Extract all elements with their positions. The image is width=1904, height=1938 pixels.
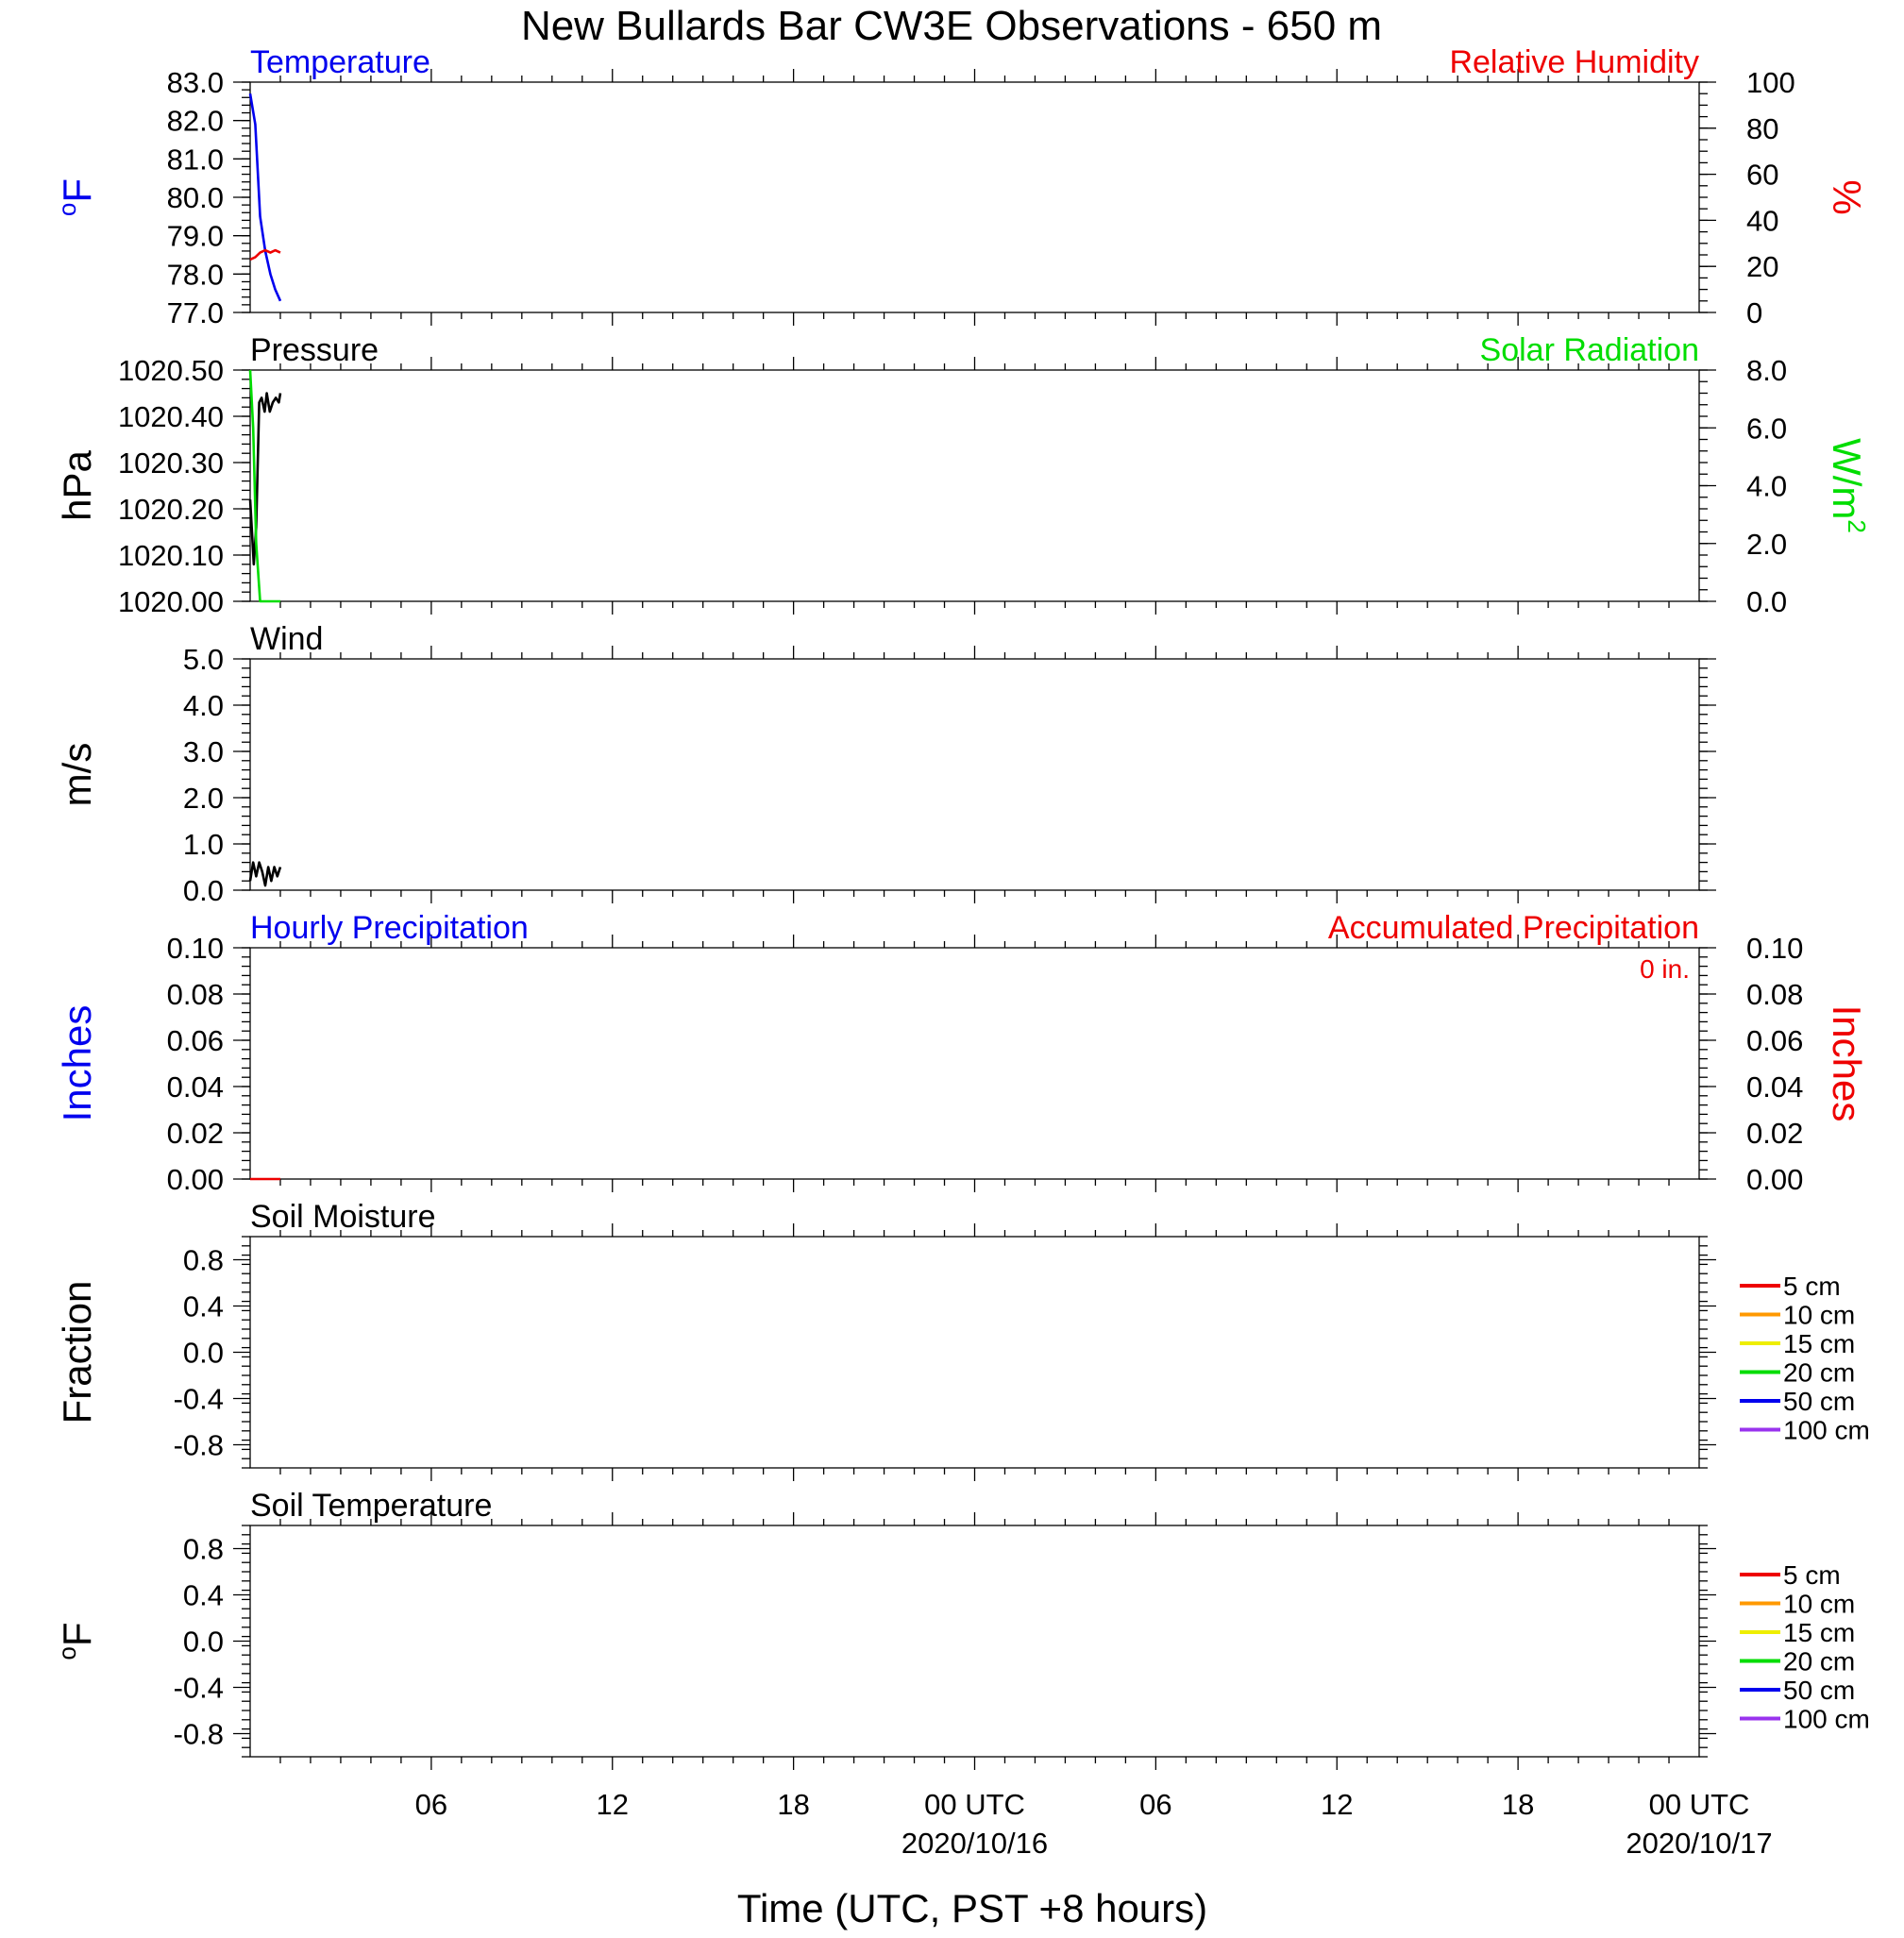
precip-right-tick-label: 0.10 [1746,932,1804,965]
temp-right-tick-label: 100 [1746,66,1795,99]
soilm-legend-label: 10 cm [1783,1300,1856,1330]
precip-right-tick-label: 0.00 [1746,1163,1804,1196]
soilm-left-tick-label: -0.8 [173,1428,224,1462]
pres-left-tick-label: 1020.20 [117,493,224,526]
soilm-left-tick-label: 0.8 [182,1243,224,1277]
pres-left-unit: hPa [55,450,99,521]
precip-plot-frame [250,948,1699,1179]
panel-precip [167,910,1804,1196]
soilm-legend-label: 15 cm [1783,1329,1856,1358]
panel-soilm [174,1199,1870,1481]
pres-right-tick-label: 0.0 [1746,585,1788,618]
figure-title: New Bullards Bar CW3E Observations - 650 m [520,3,1383,49]
precip-right-title: Accumulated Precipitation [1327,910,1699,946]
soilm-left-tick-label: 0.4 [182,1289,224,1323]
wind-left-tick-label: 5.0 [182,643,224,676]
soilm-left-tick-label: -0.4 [173,1382,224,1416]
temp-right-tick-label: 0 [1746,296,1763,329]
panel-wind [183,621,1716,907]
temp-right-tick-label: 40 [1746,204,1779,238]
pres-plot-frame [250,370,1699,601]
pres-right-tick-label: 8.0 [1746,354,1788,387]
x-tick-label: 06 [1139,1788,1172,1821]
precip-left-title: Hourly Precipitation [250,910,529,946]
soilt-legend-label: 100 cm [1783,1704,1870,1734]
precip-right-tick-label: 0.06 [1746,1024,1804,1057]
temp-right-title: Relative Humidity [1449,44,1699,80]
precip-left-unit: Inches [55,1004,99,1122]
wind-plot-frame [250,659,1699,890]
temperature-line [250,93,280,301]
pres-right-title: Solar Radiation [1479,332,1699,368]
soilm-left-unit: Fraction [55,1280,99,1424]
wind-left-title: Wind [250,621,324,657]
pres-left-tick-label: 1020.50 [117,354,224,387]
soilt-left-tick-label: -0.4 [173,1671,224,1705]
x-tick-label: 12 [596,1788,629,1821]
x-tick-label: 06 [414,1788,448,1821]
pres-right-tick-label: 6.0 [1746,412,1788,446]
soilt-left-tick-label: 0.0 [182,1625,224,1659]
soilt-legend-label: 20 cm [1783,1646,1856,1677]
precip-left-tick-label: 0.06 [166,1024,224,1057]
temp-left-tick-label: 80.0 [166,181,224,214]
soilt-plot-frame [250,1525,1699,1757]
temp-left-tick-label: 83.0 [166,66,224,99]
soilt-legend-label: 10 cm [1783,1589,1856,1619]
soilt-legend-label: 5 cm [1783,1560,1841,1590]
precip-right-tick-label: 0.08 [1746,978,1804,1011]
precip-left-tick-label: 0.10 [166,932,224,965]
pres-left-tick-label: 1020.00 [117,585,224,618]
pres-left-tick-label: 1020.10 [117,539,224,572]
soilm-legend-label: 50 cm [1783,1387,1856,1416]
temp-right-unit: % [1825,179,1869,215]
temp-left-title: Temperature [250,44,430,80]
wind-left-tick-label: 4.0 [182,689,224,722]
temp-plot-frame [250,82,1699,312]
soilm-legend-label: 100 cm [1783,1415,1870,1445]
pres-left-tick-label: 1020.40 [117,400,224,433]
precip-right-unit: Inches [1825,1004,1869,1122]
wind-left-tick-label: 2.0 [182,782,224,815]
soilt-left-tick-label: -0.8 [173,1717,224,1751]
wind-left-tick-label: 3.0 [182,735,224,768]
soilt-legend-label: 50 cm [1783,1676,1856,1705]
soilm-legend-label: 5 cm [1783,1272,1841,1301]
wind-line [250,863,280,886]
x-tick-label: 18 [1501,1788,1535,1821]
x-tick-date-label: 2020/10/16 [901,1827,1049,1860]
accumulated-precipitation-total: 0 in. [1640,954,1690,984]
soilm-legend-label: 20 cm [1783,1357,1856,1388]
temp-right-tick-label: 60 [1746,158,1779,192]
x-tick-label: 18 [777,1788,810,1821]
soilt-left-title: Soil Temperature [250,1488,493,1524]
temp-left-unit: $^o$F [53,177,99,217]
precip-left-tick-label: 0.08 [166,978,224,1011]
x-tick-label: 12 [1321,1788,1354,1821]
temp-right-tick-label: 20 [1746,250,1779,284]
pres-left-title: Pressure [250,332,379,368]
soilt-left-tick-label: 0.8 [182,1532,224,1566]
soilm-left-title: Soil Moisture [250,1199,436,1235]
precip-left-tick-label: 0.04 [166,1070,224,1104]
soilm-plot-frame [250,1237,1699,1468]
temp-right-tick-label: 80 [1746,111,1779,145]
precip-left-tick-label: 0.02 [166,1117,224,1150]
pres-left-tick-label: 1020.30 [117,447,224,480]
temp-left-tick-label: 78.0 [166,258,224,292]
temp-left-tick-label: 79.0 [166,219,224,253]
pres-right-tick-label: 2.0 [1746,527,1788,561]
soilt-left-tick-label: 0.4 [182,1578,224,1612]
temp-left-tick-label: 82.0 [166,104,224,138]
panel-soilt [174,1488,1870,1770]
panel-temp [167,44,1795,329]
precip-right-tick-label: 0.04 [1746,1070,1804,1104]
x-tick-date-label: 2020/10/17 [1626,1827,1773,1860]
wind-left-unit: m/s [55,742,99,807]
wind-left-tick-label: 0.0 [182,874,224,907]
temp-left-tick-label: 81.0 [166,143,224,177]
soilt-legend-label: 15 cm [1783,1618,1856,1647]
x-axis-title: Time (UTC, PST +8 hours) [736,1886,1208,1930]
precip-left-tick-label: 0.00 [166,1163,224,1196]
temp-left-tick-label: 77.0 [166,296,224,329]
soilt-left-unit: $^o$F [53,1622,99,1660]
pres-right-tick-label: 4.0 [1746,469,1788,503]
x-tick-label: 00 UTC [924,1788,1025,1821]
precip-right-tick-label: 0.02 [1746,1117,1804,1150]
pres-right-unit: $W/m^2$ [1825,438,1871,533]
soilm-left-tick-label: 0.0 [182,1336,224,1370]
panel-pres [118,332,1787,618]
wind-left-tick-label: 1.0 [182,828,224,861]
x-tick-label: 00 UTC [1648,1788,1750,1821]
